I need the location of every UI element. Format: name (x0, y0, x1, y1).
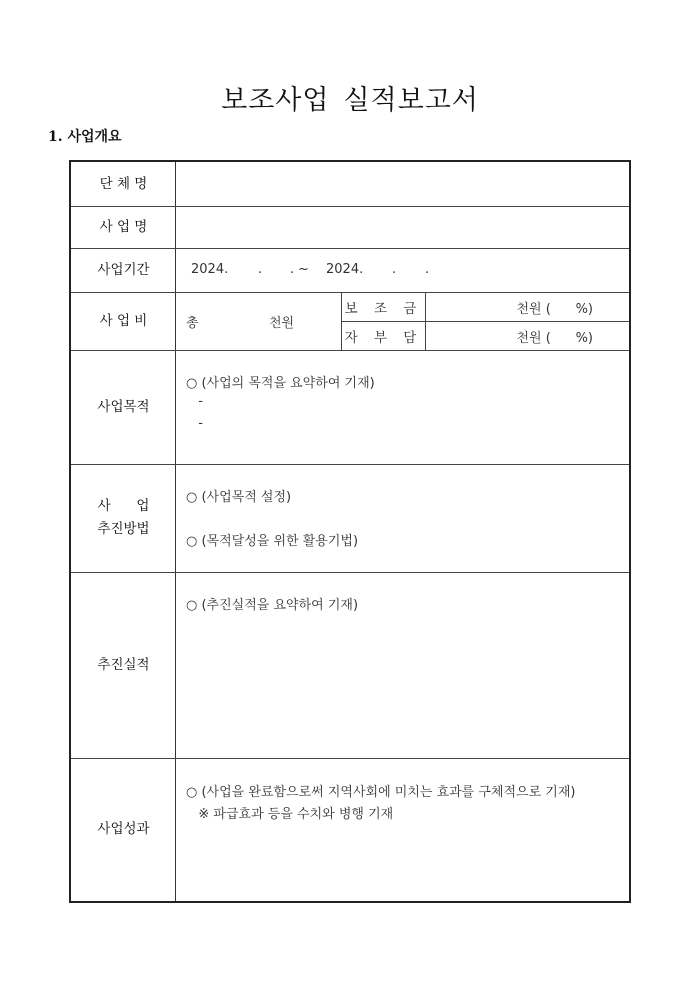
period-start-month-dot: . (258, 262, 263, 277)
period-start-day-dot: . (290, 262, 295, 277)
method-line-2: ○ (목적달성을 위한 활용기법) (186, 534, 359, 549)
subsidy-field[interactable] (426, 292, 629, 321)
document-title (0, 78, 700, 117)
method-label (71, 464, 176, 572)
purpose-line-2: - (190, 394, 203, 409)
period-tilde: ~ (298, 262, 309, 277)
performance-line-1: ○ (추진실적을 요약하여 기재) (186, 598, 359, 613)
purpose-label: 사업목적 (97, 398, 150, 415)
project-name-label: 사 업 명 (99, 218, 148, 235)
method-field[interactable] (176, 464, 629, 572)
org-name-field[interactable] (176, 162, 629, 206)
method-label-line-2: 추진방법 (97, 521, 150, 537)
project-overview-table (69, 160, 631, 903)
subsidy-value: 천원 ( %) (516, 302, 593, 317)
project-name-field[interactable] (176, 206, 629, 248)
self-burden-field[interactable] (426, 321, 629, 350)
purpose-line-3: - (190, 416, 203, 431)
self-burden-label: 자 부 담 (344, 329, 423, 346)
period-start-year: 2024. (191, 262, 229, 277)
budget-total-unit: 천원 (269, 316, 295, 331)
outcome-line-1: ○ (사업을 완료함으로써 지역사회에 미치는 효과를 구체적으로 기재) (186, 785, 576, 800)
period-end-day-dot: . (425, 262, 430, 277)
purpose-field[interactable] (176, 350, 629, 464)
title-part-1: 보조사업 (221, 85, 330, 116)
title-part-2: 실적보고서 (343, 85, 479, 116)
method-label-line-1: 사 업 (97, 498, 150, 514)
section-heading: 1. 사업개요 (48, 129, 122, 145)
period-field[interactable] (176, 248, 629, 292)
period-end-year: 2024. (326, 262, 364, 277)
performance-label: 추진실적 (97, 656, 150, 673)
subsidy-label: 보 조 금 (344, 300, 423, 317)
org-name-label: 단 체 명 (99, 175, 148, 192)
budget-total-field[interactable] (176, 292, 341, 350)
outcome-field[interactable] (176, 758, 629, 901)
period-end-month-dot: . (392, 262, 397, 277)
self-burden-value: 천원 ( %) (516, 331, 593, 346)
outcome-line-2: ※ 파급효과 등을 수치와 병행 기재 (186, 807, 394, 822)
purpose-line-1: ○ (사업의 목적을 요약하여 기재) (186, 376, 375, 391)
method-line-1: ○ (사업목적 설정) (186, 490, 292, 505)
performance-field[interactable] (176, 572, 629, 758)
budget-total-prefix: 총 (186, 316, 199, 331)
period-label: 사업기간 (97, 261, 150, 278)
budget-label: 사 업 비 (99, 312, 148, 329)
outcome-label: 사업성과 (97, 821, 150, 837)
